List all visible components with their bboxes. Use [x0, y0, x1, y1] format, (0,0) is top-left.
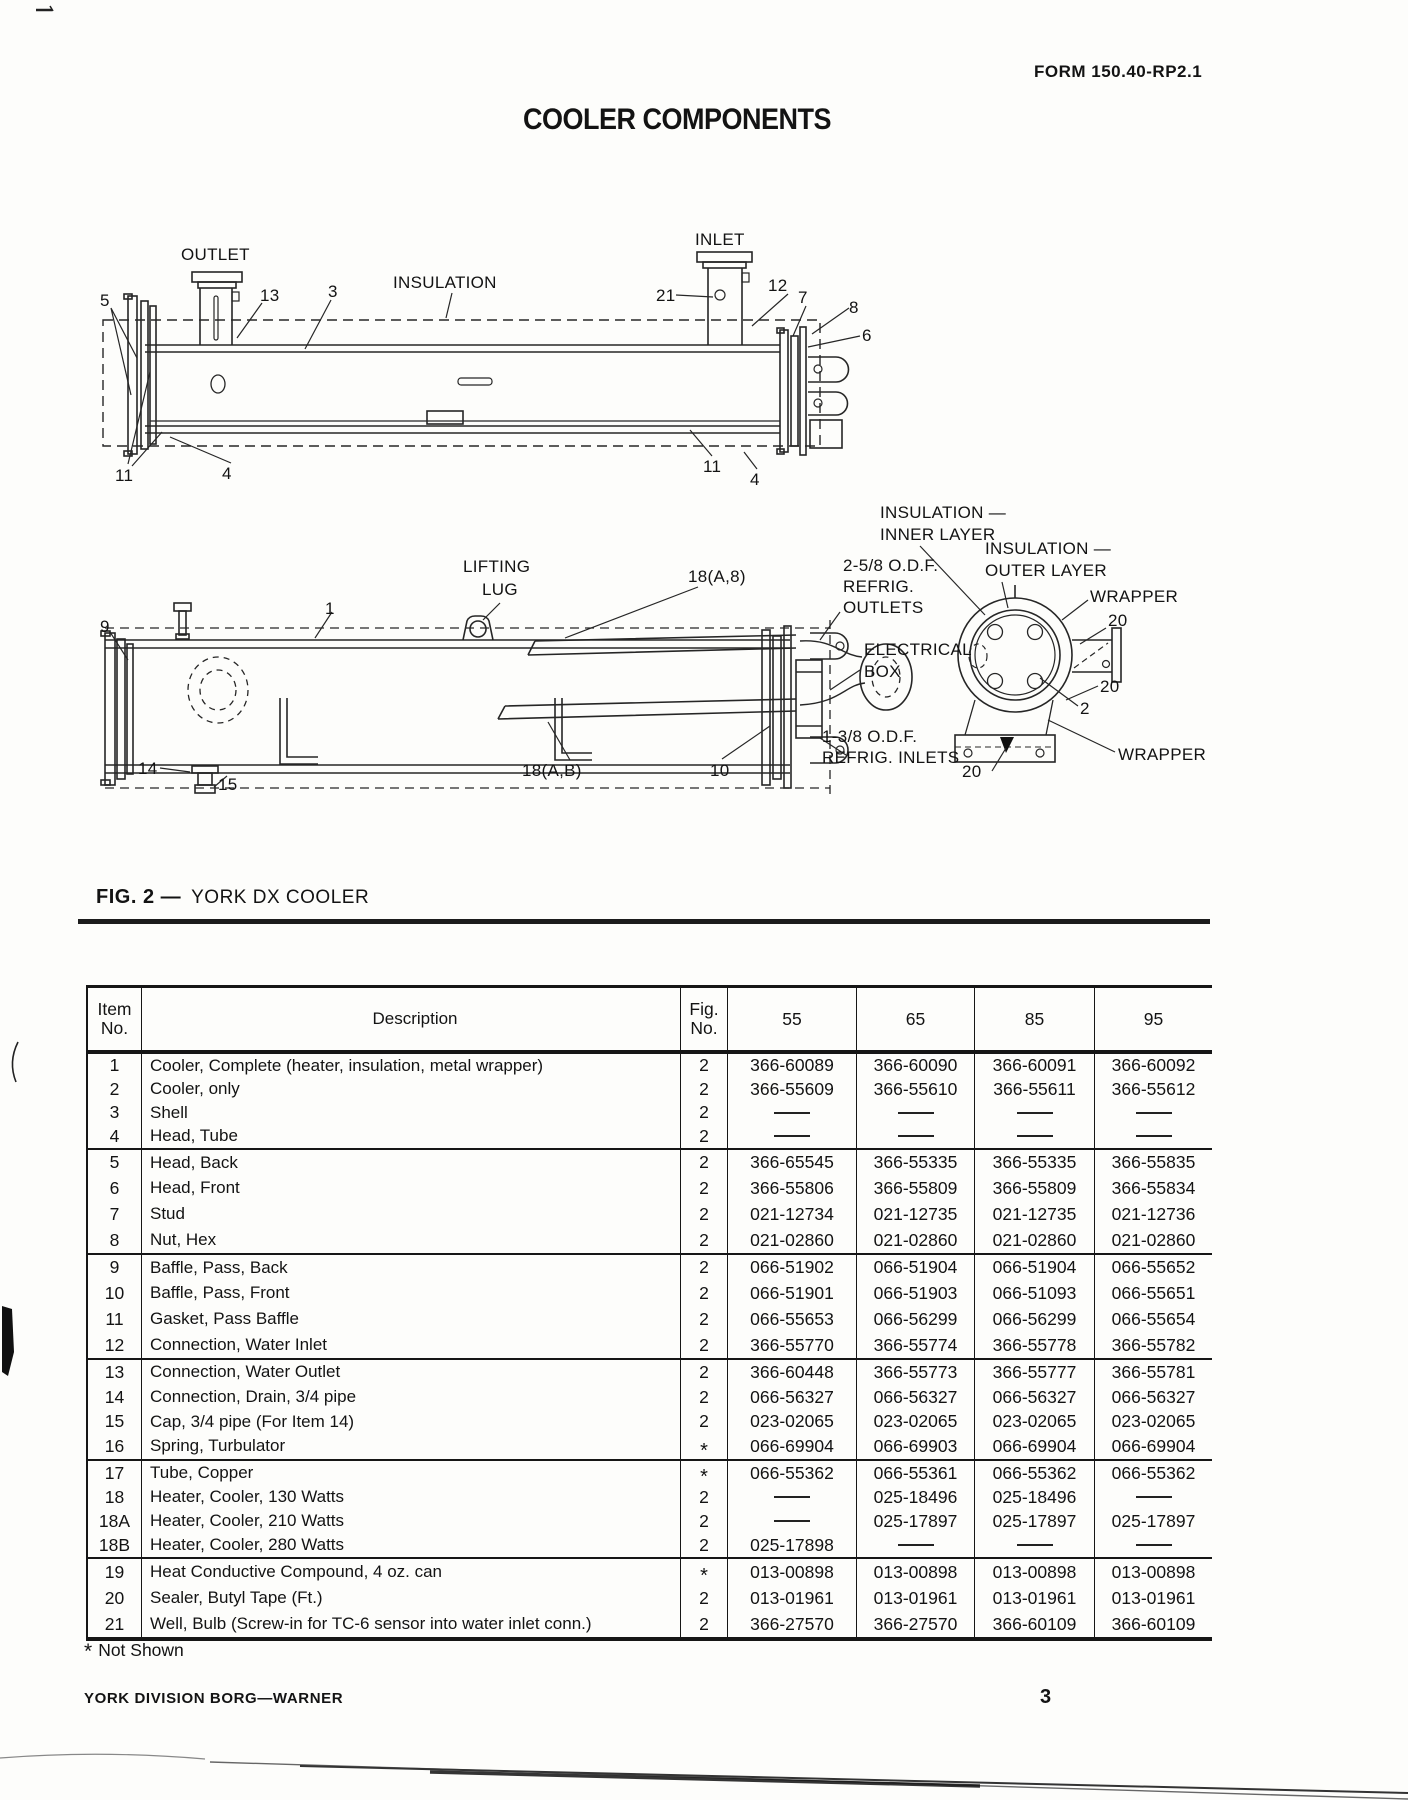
diagram-label: 20 [1108, 611, 1128, 630]
fig-no-cell: * [681, 1434, 728, 1459]
col-55-cell: 066-51901 [728, 1281, 857, 1307]
fig-no-cell: 2 [681, 1307, 728, 1333]
description-cell: Gasket, Pass Baffle [142, 1307, 681, 1333]
diagram-label: REFRIG. [843, 577, 915, 596]
item-no-cell: 16 [88, 1434, 142, 1459]
diagram-label: LIFTING [463, 557, 531, 576]
col-65-cell: 021-12735 [857, 1202, 975, 1228]
diagram-cooler-assembly [101, 546, 1121, 795]
fig-no-cell: 2 [681, 1281, 728, 1307]
item-no-cell: 13 [88, 1360, 142, 1385]
parts-table-header [88, 988, 1212, 1054]
col-65-cell: 366-60090 [857, 1054, 975, 1078]
table-row [88, 1227, 1212, 1253]
col-95-cell: 366-55612 [1111, 1078, 1196, 1099]
table-row-group [88, 1559, 1212, 1637]
description-cell: Nut, Hex [142, 1227, 681, 1253]
table-row [88, 1054, 1212, 1078]
col-65-cell: 066-56327 [857, 1385, 975, 1410]
diagram-label: BOX [864, 662, 901, 681]
col-55-cell [728, 1101, 857, 1125]
col-55-cell: 066-69904 [728, 1434, 857, 1459]
table-row [88, 1533, 1212, 1557]
col-85-cell: 023-02065 [975, 1410, 1095, 1435]
figure-caption [96, 886, 369, 909]
diagram-label: ELECTRICAL [864, 640, 972, 659]
item-no-cell: 5 [88, 1150, 142, 1176]
col-95-cell [1095, 1101, 1212, 1125]
col-85-cell: 366-55335 [975, 1150, 1095, 1176]
diagram-label: 11 [115, 466, 134, 485]
col-55-cell: 066-56327 [728, 1385, 857, 1410]
table-row-group [88, 1150, 1212, 1255]
col-95-cell: 023-02065 [1111, 1411, 1196, 1432]
description-cell: Head, Back [142, 1150, 681, 1176]
figure-title: YORK DX COOLER [191, 887, 370, 908]
col-95-cell: 066-55652 [1111, 1257, 1196, 1278]
table-row [88, 1434, 1212, 1462]
col-55-cell: 366-60089 [728, 1054, 857, 1078]
diagram-label: INSULATION — [880, 503, 1007, 522]
diagram-label: WRAPPER [1118, 745, 1207, 764]
table-row [88, 1125, 1212, 1149]
diagram-label: 6 [862, 326, 872, 345]
parts-table-body [88, 1054, 1212, 1637]
fig-no-cell: 2 [681, 1227, 728, 1253]
col-85-cell: 066-56327 [975, 1385, 1095, 1410]
description-header: Description [142, 988, 681, 1050]
table-row [88, 1101, 1212, 1125]
footer-company: YORK DIVISION BORG—WARNER [84, 1690, 344, 1707]
col-65-cell: 366-55773 [857, 1360, 975, 1385]
diagram-label: 21 [656, 286, 676, 305]
col-95-cell [1095, 1533, 1212, 1557]
col-65-cell: 366-55809 [857, 1176, 975, 1202]
item-no-cell: 20 [88, 1585, 142, 1611]
col-65-cell [857, 1533, 975, 1557]
figure-number: FIG. 2 — [96, 886, 182, 908]
col-85-cell [975, 1101, 1095, 1125]
col-55-cell: 366-65545 [728, 1150, 857, 1176]
description-cell: Cooler, only [142, 1078, 681, 1102]
col-95-cell: 366-55781 [1111, 1361, 1196, 1382]
description-cell: Baffle, Pass, Back [142, 1255, 681, 1281]
col-95-cell: 366-60092 [1111, 1055, 1196, 1076]
col-65-cell: 366-27570 [857, 1611, 975, 1637]
fig-no-cell: 2 [681, 1078, 728, 1102]
description-cell: Connection, Drain, 3/4 pipe [142, 1385, 681, 1410]
diagram-label: OUTER LAYER [985, 561, 1108, 580]
col-95-cell: 066-55651 [1111, 1283, 1196, 1304]
fig-no-cell: 2 [681, 1176, 728, 1202]
item-no-cell: 18A [88, 1509, 142, 1533]
table-row [88, 1307, 1212, 1333]
col-85-cell: 066-56299 [975, 1307, 1095, 1333]
table-row [88, 1176, 1212, 1202]
item-no-cell: 10 [88, 1281, 142, 1307]
col-85-cell: 021-02860 [975, 1227, 1095, 1253]
diagram-label: 11 [703, 457, 722, 476]
diagram-label: OUTLETS [843, 598, 924, 617]
item-no-cell: 1 [88, 1054, 142, 1078]
fig-no-cell: 2 [681, 1611, 728, 1637]
fig-no-cell: 2 [681, 1125, 728, 1149]
fig-no-cell: 2 [681, 1360, 728, 1385]
col-85-cell: 066-55362 [975, 1461, 1095, 1485]
col-85-cell: 366-55809 [975, 1176, 1095, 1202]
footnote [84, 1640, 184, 1661]
table-row [88, 1385, 1212, 1410]
col-65-cell: 025-17897 [857, 1509, 975, 1533]
diagram-label: 18(A,8) [688, 567, 746, 586]
item-no-cell: 6 [88, 1176, 142, 1202]
diagram-label: 2-5/8 O.D.F. [843, 556, 939, 575]
description-cell: Connection, Water Outlet [142, 1360, 681, 1385]
col-65-cell: 021-02860 [857, 1227, 975, 1253]
col-95-cell [1095, 1485, 1212, 1509]
diagram-label: 9 [100, 617, 110, 636]
parts-table [86, 985, 1212, 1641]
col-55-cell: 013-01961 [728, 1585, 857, 1611]
col-95-cell: 366-60109 [1111, 1613, 1196, 1634]
col-65-cell: 066-56299 [857, 1307, 975, 1333]
col-55-header: 55 [728, 988, 857, 1050]
description-cell: Spring, Turbulator [142, 1434, 681, 1459]
col-65-cell: 366-55610 [857, 1078, 975, 1102]
diagram-label: INSULATION — [985, 539, 1112, 558]
col-85-cell [975, 1125, 1095, 1149]
col-55-cell: 366-27570 [728, 1611, 857, 1637]
col-85-cell: 066-51093 [975, 1281, 1095, 1307]
item-no-cell: 4 [88, 1125, 142, 1149]
col-65-cell [857, 1125, 975, 1149]
col-95-cell [1095, 1125, 1212, 1149]
item-no-cell: 2 [88, 1078, 142, 1102]
diagram-label: 7 [798, 288, 808, 307]
col-55-cell: 023-02065 [728, 1410, 857, 1435]
description-cell: Connection, Water Inlet [142, 1332, 681, 1358]
table-row [88, 1150, 1212, 1176]
col-65-header: 65 [857, 988, 975, 1050]
item-no-cell: 11 [88, 1307, 142, 1333]
description-cell: Heat Conductive Compound, 4 oz. can [142, 1559, 681, 1585]
col-95-cell: 066-55362 [1111, 1462, 1196, 1483]
diagram-label: 13 [260, 286, 280, 305]
col-55-cell: 021-12734 [728, 1202, 857, 1228]
table-row-group [88, 1255, 1212, 1360]
col-85-cell: 013-01961 [975, 1585, 1095, 1611]
col-55-cell: 066-51902 [728, 1255, 857, 1281]
fig-no-cell: 2 [681, 1485, 728, 1509]
col-95-cell: 366-55835 [1111, 1152, 1196, 1173]
diagram-label: LUG [482, 580, 518, 599]
table-row [88, 1281, 1212, 1307]
col-85-cell: 366-55611 [975, 1078, 1095, 1102]
diagram-label: 3 [328, 282, 338, 301]
col-65-cell: 066-69903 [857, 1434, 975, 1459]
diagram-label: 15 [218, 775, 238, 794]
diagram-label: 1 [325, 599, 335, 618]
col-55-cell: 366-55609 [728, 1078, 857, 1102]
col-95-cell: 066-69904 [1111, 1436, 1196, 1457]
diagram-label: REFRIG. INLETS [822, 748, 960, 767]
page-title: COOLER COMPONENTS [523, 103, 832, 136]
fig-no-cell: 2 [681, 1150, 728, 1176]
col-95-cell: 366-55834 [1111, 1178, 1196, 1199]
footnote-text: Not Shown [98, 1640, 184, 1660]
col-95-cell: 366-55782 [1111, 1334, 1196, 1355]
col-55-cell: 013-00898 [728, 1559, 857, 1585]
diagram-label: 20 [962, 762, 982, 781]
col-65-cell: 066-51903 [857, 1281, 975, 1307]
col-65-cell: 023-02065 [857, 1410, 975, 1435]
col-85-cell: 013-00898 [975, 1559, 1095, 1585]
diagram-label: WRAPPER [1090, 587, 1179, 606]
col-85-cell [975, 1533, 1095, 1557]
fig-no-cell: 2 [681, 1255, 728, 1281]
col-95-cell: 066-55654 [1111, 1308, 1196, 1329]
fig-no-cell: 2 [681, 1101, 728, 1125]
col-85-cell: 366-60091 [975, 1054, 1095, 1078]
table-row [88, 1410, 1212, 1435]
col-85-cell: 366-55778 [975, 1332, 1095, 1358]
col-55-cell: 021-02860 [728, 1227, 857, 1253]
col-65-cell: 366-55774 [857, 1332, 975, 1358]
item-no-cell: 18B [88, 1533, 142, 1557]
diagram-label: INSULATION [393, 273, 497, 292]
asterisk-marker: * [84, 1640, 93, 1663]
description-cell: Heater, Cooler, 280 Watts [142, 1533, 681, 1557]
col-55-cell: 366-55806 [728, 1176, 857, 1202]
diagram-label: 4 [222, 464, 232, 483]
fig-no-cell: 2 [681, 1202, 728, 1228]
diagram-label: 14 [138, 759, 158, 778]
table-row-group [88, 1461, 1212, 1559]
col-85-header: 85 [975, 988, 1095, 1050]
description-cell: Shell [142, 1101, 681, 1125]
fig-no-cell: 2 [681, 1332, 728, 1358]
description-cell: Sealer, Butyl Tape (Ft.) [142, 1585, 681, 1611]
item-no-cell: 3 [88, 1101, 142, 1125]
diagram-label: 12 [768, 276, 788, 295]
form-number: FORM 150.40-RP2.1 [1034, 62, 1203, 81]
diagram-label: 1-3/8 O.D.F. [822, 727, 918, 746]
description-cell: Cooler, Complete (heater, insulation, metal wrapper) [142, 1054, 681, 1078]
fig-no-cell: 2 [681, 1054, 728, 1078]
description-cell: Heater, Cooler, 210 Watts [142, 1509, 681, 1533]
col-65-cell: 013-01961 [857, 1585, 975, 1611]
table-row [88, 1360, 1212, 1385]
description-cell: Baffle, Pass, Front [142, 1281, 681, 1307]
col-85-cell: 066-69904 [975, 1434, 1095, 1459]
col-55-cell: 366-55770 [728, 1332, 857, 1358]
col-85-cell: 021-12735 [975, 1202, 1095, 1228]
description-cell: Well, Bulb (Screw-in for TC-6 sensor into water inlet conn.) [142, 1611, 681, 1637]
col-95-header: 95 [1143, 1008, 1164, 1029]
table-row [88, 1559, 1212, 1585]
description-cell: Cap, 3/4 pipe (For Item 14) [142, 1410, 681, 1435]
item-no-cell: 14 [88, 1385, 142, 1410]
description-cell: Stud [142, 1202, 681, 1228]
fig-no-cell: 2 [681, 1509, 728, 1533]
col-85-cell: 066-51904 [975, 1255, 1095, 1281]
description-cell: Heater, Cooler, 130 Watts [142, 1485, 681, 1509]
item-no-cell: 12 [88, 1332, 142, 1358]
col-95-cell: 025-17897 [1111, 1510, 1196, 1531]
fig-no-cell: 2 [681, 1533, 728, 1557]
col-85-cell: 366-55777 [975, 1360, 1095, 1385]
item-no-cell: 17 [88, 1461, 142, 1485]
table-row [88, 1332, 1212, 1358]
col-55-cell: 066-55653 [728, 1307, 857, 1333]
col-55-cell [728, 1485, 857, 1509]
item-no-cell: 15 [88, 1410, 142, 1435]
diagram-label: 8 [849, 298, 859, 317]
table-row [88, 1255, 1212, 1281]
table-row [88, 1078, 1212, 1102]
col-65-cell [857, 1101, 975, 1125]
fig-no-cell: 2 [681, 1585, 728, 1611]
col-95-cell: 066-56327 [1111, 1386, 1196, 1407]
diagram-label: INNER LAYER [880, 525, 996, 544]
item-no-cell: 9 [88, 1255, 142, 1281]
diagram-label: 5 [100, 291, 110, 310]
col-65-cell: 366-55335 [857, 1150, 975, 1176]
fig-no-cell: * [681, 1461, 728, 1485]
table-row [88, 1461, 1212, 1488]
col-55-cell: 066-55362 [728, 1461, 857, 1485]
table-row [88, 1611, 1212, 1637]
col-55-cell [728, 1125, 857, 1149]
fig-no-cell: 2 [681, 1385, 728, 1410]
item-no-header: Item No. [88, 988, 142, 1050]
col-65-cell: 066-51904 [857, 1255, 975, 1281]
item-no-cell: 7 [88, 1202, 142, 1228]
col-65-cell: 066-55361 [857, 1461, 975, 1485]
col-95-cell: 013-01961 [1111, 1587, 1196, 1608]
table-row-group [88, 1054, 1212, 1150]
item-no-cell: 19 [88, 1559, 142, 1585]
col-55-cell [728, 1509, 857, 1533]
item-no-cell: 21 [88, 1611, 142, 1637]
col-65-cell: 013-00898 [857, 1559, 975, 1585]
table-row [88, 1485, 1212, 1509]
diagram-label: 2 [1080, 699, 1090, 718]
page-number: 3 [1040, 1686, 1052, 1708]
fig-no-header: Fig. No. [681, 988, 728, 1050]
diagram-label: 18(A,B) [522, 761, 582, 780]
horizontal-rule [78, 919, 1210, 924]
diagram-label: OUTLET [181, 245, 250, 264]
description-cell: Head, Tube [142, 1125, 681, 1149]
table-row [88, 1509, 1212, 1533]
diagram-label: 4 [750, 470, 760, 489]
diagram-label: 10 [710, 761, 730, 780]
col-95-cell: 021-02860 [1111, 1229, 1196, 1250]
table-row [88, 1585, 1212, 1611]
col-95-cell: 021-12736 [1111, 1203, 1196, 1224]
col-65-cell: 025-18496 [857, 1485, 975, 1509]
diagram-label: 20 [1100, 677, 1120, 696]
table-row-group [88, 1360, 1212, 1461]
fig-no-cell: * [681, 1559, 728, 1585]
description-cell: Tube, Copper [142, 1461, 681, 1485]
diagram-label: INLET [695, 230, 745, 249]
description-cell: Head, Front [142, 1176, 681, 1202]
table-row [88, 1202, 1212, 1228]
col-95-cell: 013-00898 [1111, 1561, 1196, 1582]
fig-no-cell: 2 [681, 1410, 728, 1435]
col-85-cell: 025-17897 [975, 1509, 1095, 1533]
item-no-cell: 8 [88, 1227, 142, 1253]
col-85-cell: 366-60109 [975, 1611, 1095, 1637]
col-55-cell: 025-17898 [728, 1533, 857, 1557]
col-85-cell: 025-18496 [975, 1485, 1095, 1509]
item-no-cell: 18 [88, 1485, 142, 1509]
col-55-cell: 366-60448 [728, 1360, 857, 1385]
